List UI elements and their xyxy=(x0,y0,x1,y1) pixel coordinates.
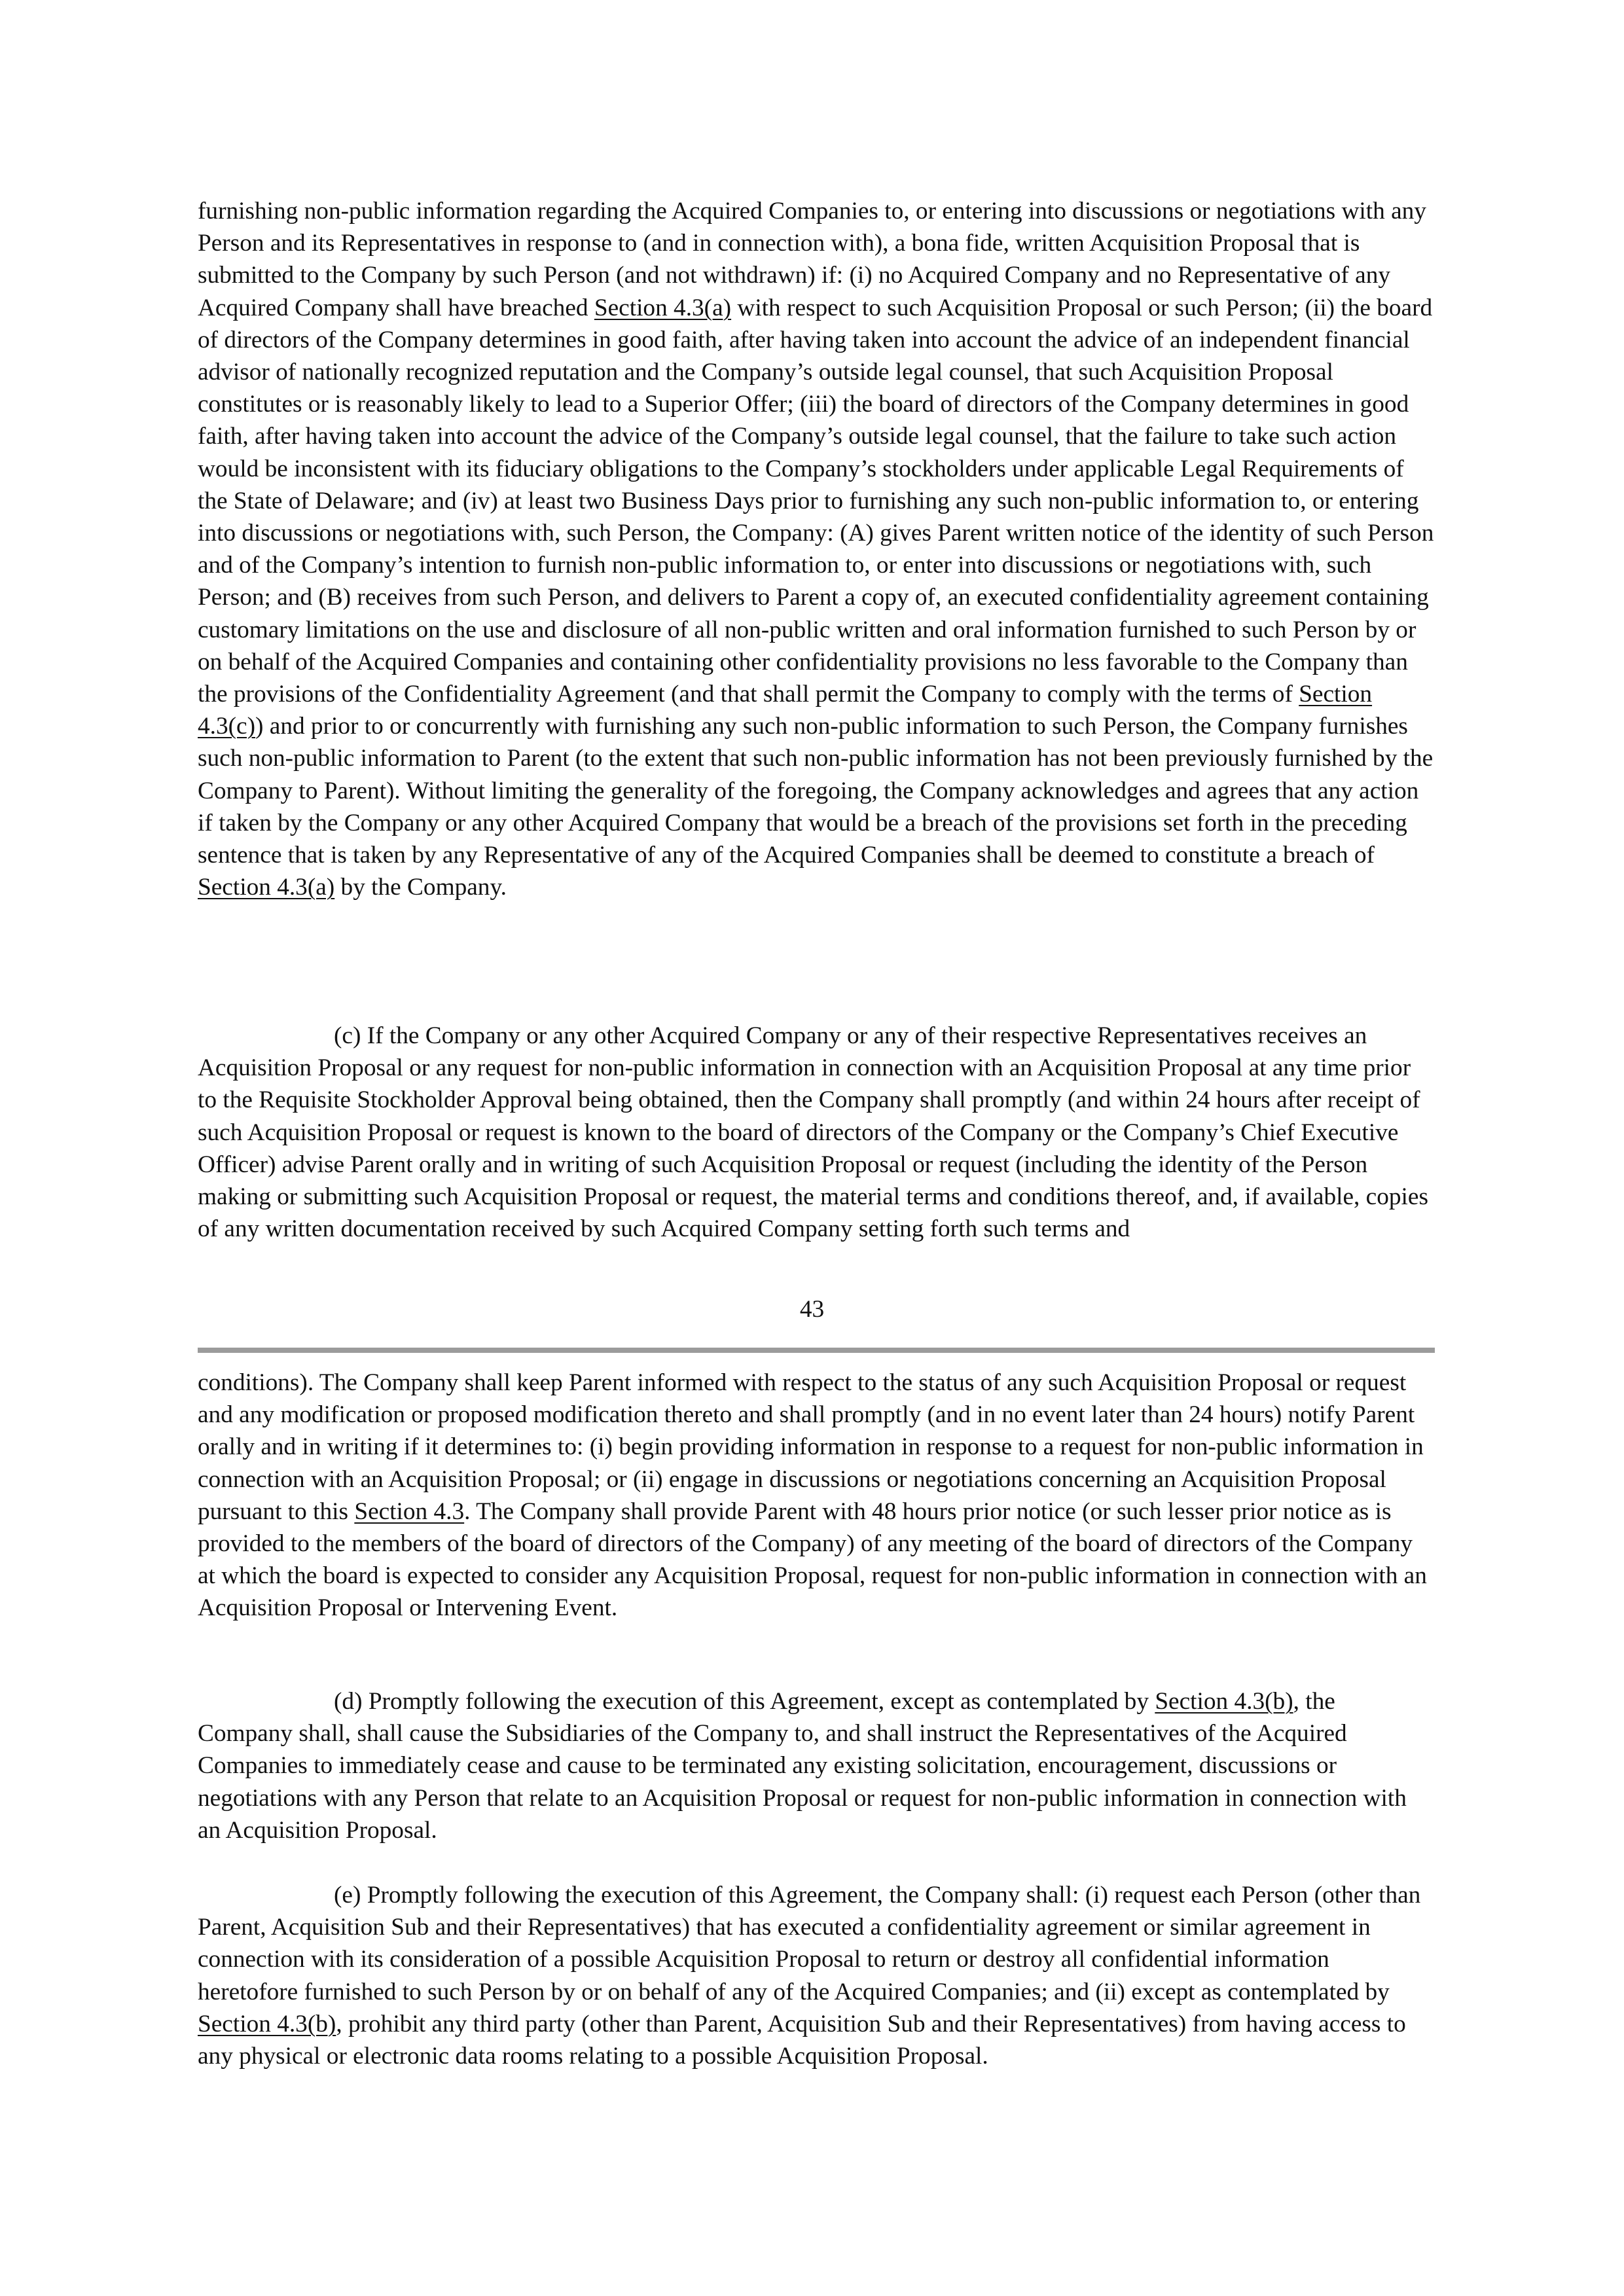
paragraph-text: , prohibit any third party (other than Parent, Acquisition Sub and their Representatives) from having access to any physical or electronic data rooms relating to a possible Acquisition Proposal. xyxy=(198,2010,1406,2070)
paragraph-text: . The Company shall provide Parent with 48 hours prior notice (or such lesser prior notice as is provided to the members of the board of directors of the Company) of any meeting of the board of directors of the Company at which the board is expected to consider any Acquisition Proposal, request for non-public information in connection with an Acquisition Proposal or Intervening Event. xyxy=(198,1498,1427,1622)
section-reference: Section 4.3(b) xyxy=(198,2010,336,2037)
paragraph-text: with respect to such Acquisition Proposal or such Person; (ii) the board of directors of the Company determines in good faith, after having taken into account the advice of an independent financial advisor of nationally recognized reputation and the Company’s outside legal counsel, that such Acquisition Proposal constitutes or is reasonably likely to lead to a Superior Offer; (iii) the board of directors of the Company determines in good faith, after having taken into account the advice of the Company’s outside legal counsel, that the failure to take such action would be inconsistent with its fiduciary obligations to the Company’s stockholders under applicable Legal Requirements of the State of Delaware; and (iv) at least two Business Days prior to furnishing any such non-public information to, or entering into discussions or negotiations with, such Person, the Company: (A) gives Parent written notice of the identity of such Person and of the Company’s intention to furnish non-public information to, or enter into discussions or negotiations with, such Person; and (B) receives from such Person, and delivers to Parent a copy of, an executed confidentiality agreement containing customary limitations on the use and disclosure of all non-public written and oral information furnished to such Person by or on behalf of the Acquired Companies and containing other confidentiality provisions no less favorable to the Company than the provisions of the Confidentiality Agreement (and that shall permit the Company to comply with the terms of xyxy=(198,294,1434,708)
paragraph-text: ) and prior to or concurrently with furnishing any such non-public information to such Person, the Company furnishes such non-public information to Parent (to the extent that such non-public information has not been previously furnished by the Company to Parent). Without limiting the generality of the foregoing, the Company acknowledges and agrees that any action if taken by the Company or any other Acquired Company that would be a breach of the provisions set forth in the preceding sentence that is taken by any Representative of any of the Acquired Companies shall be deemed to constitute a breach of xyxy=(198,713,1434,869)
paragraph-continuation-b xyxy=(198,195,1435,903)
section-reference: Section 4.3(a) xyxy=(198,874,335,901)
paragraph-text: conditions). The Company shall keep Parent informed with respect to the status of any such Acquisition Proposal or request and any modification or proposed modification thereto and shall promptly (and in no event later than 24 hours) notify Parent orally and in writing if it determines to: (i) begin providing information in response to a request for non-public information in connection with an Acquisition Proposal; or (ii) engage in discussions or negotiations concerning an Acquisition Proposal pursuant to this xyxy=(198,1369,1424,1525)
paragraph-text: (d) Promptly following the execution of this Agreement, except as contemplated by xyxy=(334,1688,1155,1715)
paragraph-text: (c) If the Company or any other Acquired Company or any of their respective Representatives receives an Acquisition Proposal or any request for non-public information in connection with an Acquisition Proposal at any time prior to the Requisite Stockholder Approval being obtained, then the Company shall promptly (and within 24 hours after receipt of such Acquisition Proposal or request is known to the board of directors of the Company or the Company’s Chief Executive Officer) advise Parent orally and in writing of such Acquisition Proposal or request (including the identity of the Person making or submitting such Acquisition Proposal or request, the material terms and conditions thereof, and, if available, copies of any written documentation received by such Acquired Company setting forth such terms and xyxy=(198,1022,1428,1243)
section-reference: Section 4.3(c) xyxy=(198,681,1373,740)
paragraph-d xyxy=(198,1685,1435,1846)
page-break-divider xyxy=(198,1348,1435,1353)
paragraph-text: , the Company shall, shall cause the Subsidiaries of the Company to, and shall instruct the Representatives of the Acquired Companies to immediately cease and cause to be terminated any existing solicitation, encouragement, discussions or negotiations with any Person that relate to an Acquisition Proposal or request for non-public information in connection with an Acquisition Proposal. xyxy=(198,1688,1407,1844)
paragraph-c xyxy=(198,1020,1435,1245)
paragraph-e xyxy=(198,1879,1435,2072)
paragraph-text: by the Company. xyxy=(334,874,507,901)
section-reference: Section 4.3(b) xyxy=(1155,1688,1293,1715)
paragraph-text: (e) Promptly following the execution of this Agreement, the Company shall: (i) request each Person (other than Parent, Acquisition Sub and their Representatives) that has executed a confidentiality agreement or similar agreement in connection with its consideration of a possible Acquisition Proposal to return or destroy all confidential information heretofore furnished to such Person by or on behalf of any of the Acquired Companies; and (ii) except as contemplated by xyxy=(198,1882,1421,2005)
section-reference: Section 4.3(a) xyxy=(594,294,732,321)
page-number: 43 xyxy=(799,1296,825,1323)
paragraph-text: furnishing non-public information regarding the Acquired Companies to, or entering into discussions or negotiations with any Person and its Representatives in response to (and in connection with), a bona fide, written Acquisition Proposal that is submitted to the Company by such Person (and not withdrawn) if: (i) no Acquired Company and no Representative of any Acquired Company shall have breached xyxy=(198,198,1426,321)
paragraph-c-continuation xyxy=(198,1367,1435,1624)
section-reference: Section 4.3 xyxy=(354,1498,465,1525)
